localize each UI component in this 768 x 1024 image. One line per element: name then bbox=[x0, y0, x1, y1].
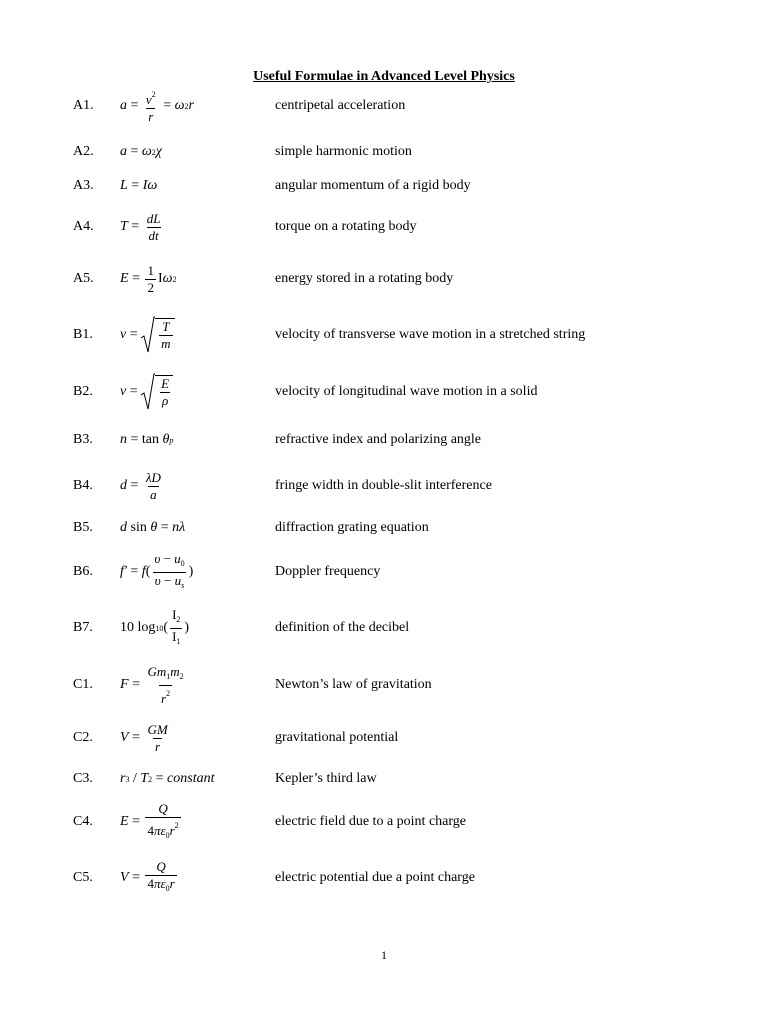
formula-description: velocity of longitudinal wave motion in a solid bbox=[275, 384, 538, 399]
formula-expression: L = Iω bbox=[120, 178, 158, 193]
formula-description: fringe width in double-slit interference bbox=[275, 478, 492, 493]
formula-row-b2 bbox=[0, 376, 768, 408]
formula-expression: d sin θ = nλ bbox=[120, 520, 186, 535]
formula-row-b6 bbox=[0, 550, 768, 590]
formula-expression: E = 1 2 I ω 2 bbox=[120, 262, 177, 295]
square-root-icon bbox=[141, 375, 155, 409]
formula-row-c5 bbox=[0, 859, 768, 893]
formula-row-a2 bbox=[0, 142, 768, 162]
formula-expression: E = Q $4\pi\varepsilon_0r^2$ bbox=[120, 812, 183, 832]
formula-description: Kepler’s third law bbox=[275, 771, 377, 786]
formula-expression: f' = f ( $\upsilon - u_0$ $\upsilon - u_s$ ) bbox=[120, 562, 193, 582]
formula-description: refractive index and polarizing angle bbox=[275, 432, 482, 447]
formula-row-c1 bbox=[0, 663, 768, 706]
formula-label: A1. bbox=[73, 98, 94, 113]
formula-expression: a = ω 2 χ bbox=[120, 144, 162, 159]
formula-label: B2. bbox=[73, 384, 93, 399]
formula-description: Newton’s law of gravitation bbox=[275, 677, 432, 692]
formula-label: C2. bbox=[73, 730, 93, 745]
formula-expression: T = dL dt bbox=[120, 210, 161, 243]
formula-expression: d = λD a bbox=[120, 469, 161, 502]
page-number: 1 bbox=[381, 948, 387, 962]
formula-label: A4. bbox=[73, 219, 94, 234]
formula-description: energy stored in a rotating body bbox=[275, 271, 454, 286]
formula-label: A3. bbox=[73, 178, 94, 193]
formula-row-a4 bbox=[0, 210, 768, 243]
formula-label: B3. bbox=[73, 432, 93, 447]
formula-description: gravitational potential bbox=[275, 730, 399, 745]
page-title: Useful Formulae in Advanced Level Physics bbox=[253, 69, 515, 84]
formula-row-a5 bbox=[0, 262, 768, 295]
formula-description: electric potential due a point charge bbox=[275, 870, 475, 885]
formula-description: centripetal acceleration bbox=[275, 98, 406, 113]
formula-row-b7 bbox=[0, 606, 768, 646]
formula-row-b1 bbox=[0, 319, 768, 351]
formula-row-a1 bbox=[0, 90, 768, 124]
formula-row-c3 bbox=[0, 769, 768, 789]
formula-label: B5. bbox=[73, 520, 93, 535]
formula-row-c4 bbox=[0, 800, 768, 840]
formula-label: B4. bbox=[73, 478, 93, 493]
formula-label: C4. bbox=[73, 814, 93, 829]
square-root-icon bbox=[141, 318, 155, 352]
formula-expression: a = $v^2$ r = ω 2 r bbox=[120, 90, 194, 124]
formula-description: angular momentum of a rigid body bbox=[275, 178, 471, 193]
formula-label: C3. bbox=[73, 771, 93, 786]
formula-expression: V = GM r bbox=[120, 721, 168, 754]
formula-expression: n = tan θ p bbox=[120, 432, 174, 447]
formula-label: C5. bbox=[73, 870, 93, 885]
formula-expression: r 3 / T 2 = constant bbox=[120, 771, 215, 786]
formula-label: B1. bbox=[73, 327, 93, 342]
formula-description: velocity of transverse wave motion in a stretched string bbox=[275, 327, 586, 342]
formula-label: B7. bbox=[73, 620, 93, 635]
formula-row-a3 bbox=[0, 176, 768, 196]
formula-expression: V = Q $4\pi\varepsilon_0r$ bbox=[120, 868, 179, 888]
formula-row-b5 bbox=[0, 518, 768, 538]
formula-expression: v = $\frac{E}{\rho}$ bbox=[120, 382, 173, 402]
formula-label: B6. bbox=[73, 564, 93, 579]
formula-label: A2. bbox=[73, 144, 94, 159]
formula-description: simple harmonic motion bbox=[275, 144, 412, 159]
formula-row-b3 bbox=[0, 430, 768, 450]
formula-row-b4 bbox=[0, 469, 768, 502]
formula-description: Doppler frequency bbox=[275, 564, 381, 579]
formula-label: A5. bbox=[73, 271, 94, 286]
formula-description: electric field due to a point charge bbox=[275, 814, 466, 829]
formula-expression: F = $Gm_1m_2$ $r^2$ bbox=[120, 663, 184, 706]
formula-expression: 10 log 10 ( $I_2$ $I_1$ ) bbox=[120, 618, 189, 638]
formula-description: definition of the decibel bbox=[275, 620, 410, 635]
formula-row-c2 bbox=[0, 721, 768, 754]
formula-label: C1. bbox=[73, 677, 93, 692]
formula-description: diffraction grating equation bbox=[275, 520, 429, 535]
formula-expression: v = $\frac{T}{m}$ bbox=[120, 325, 175, 345]
formula-description: torque on a rotating body bbox=[275, 219, 417, 234]
